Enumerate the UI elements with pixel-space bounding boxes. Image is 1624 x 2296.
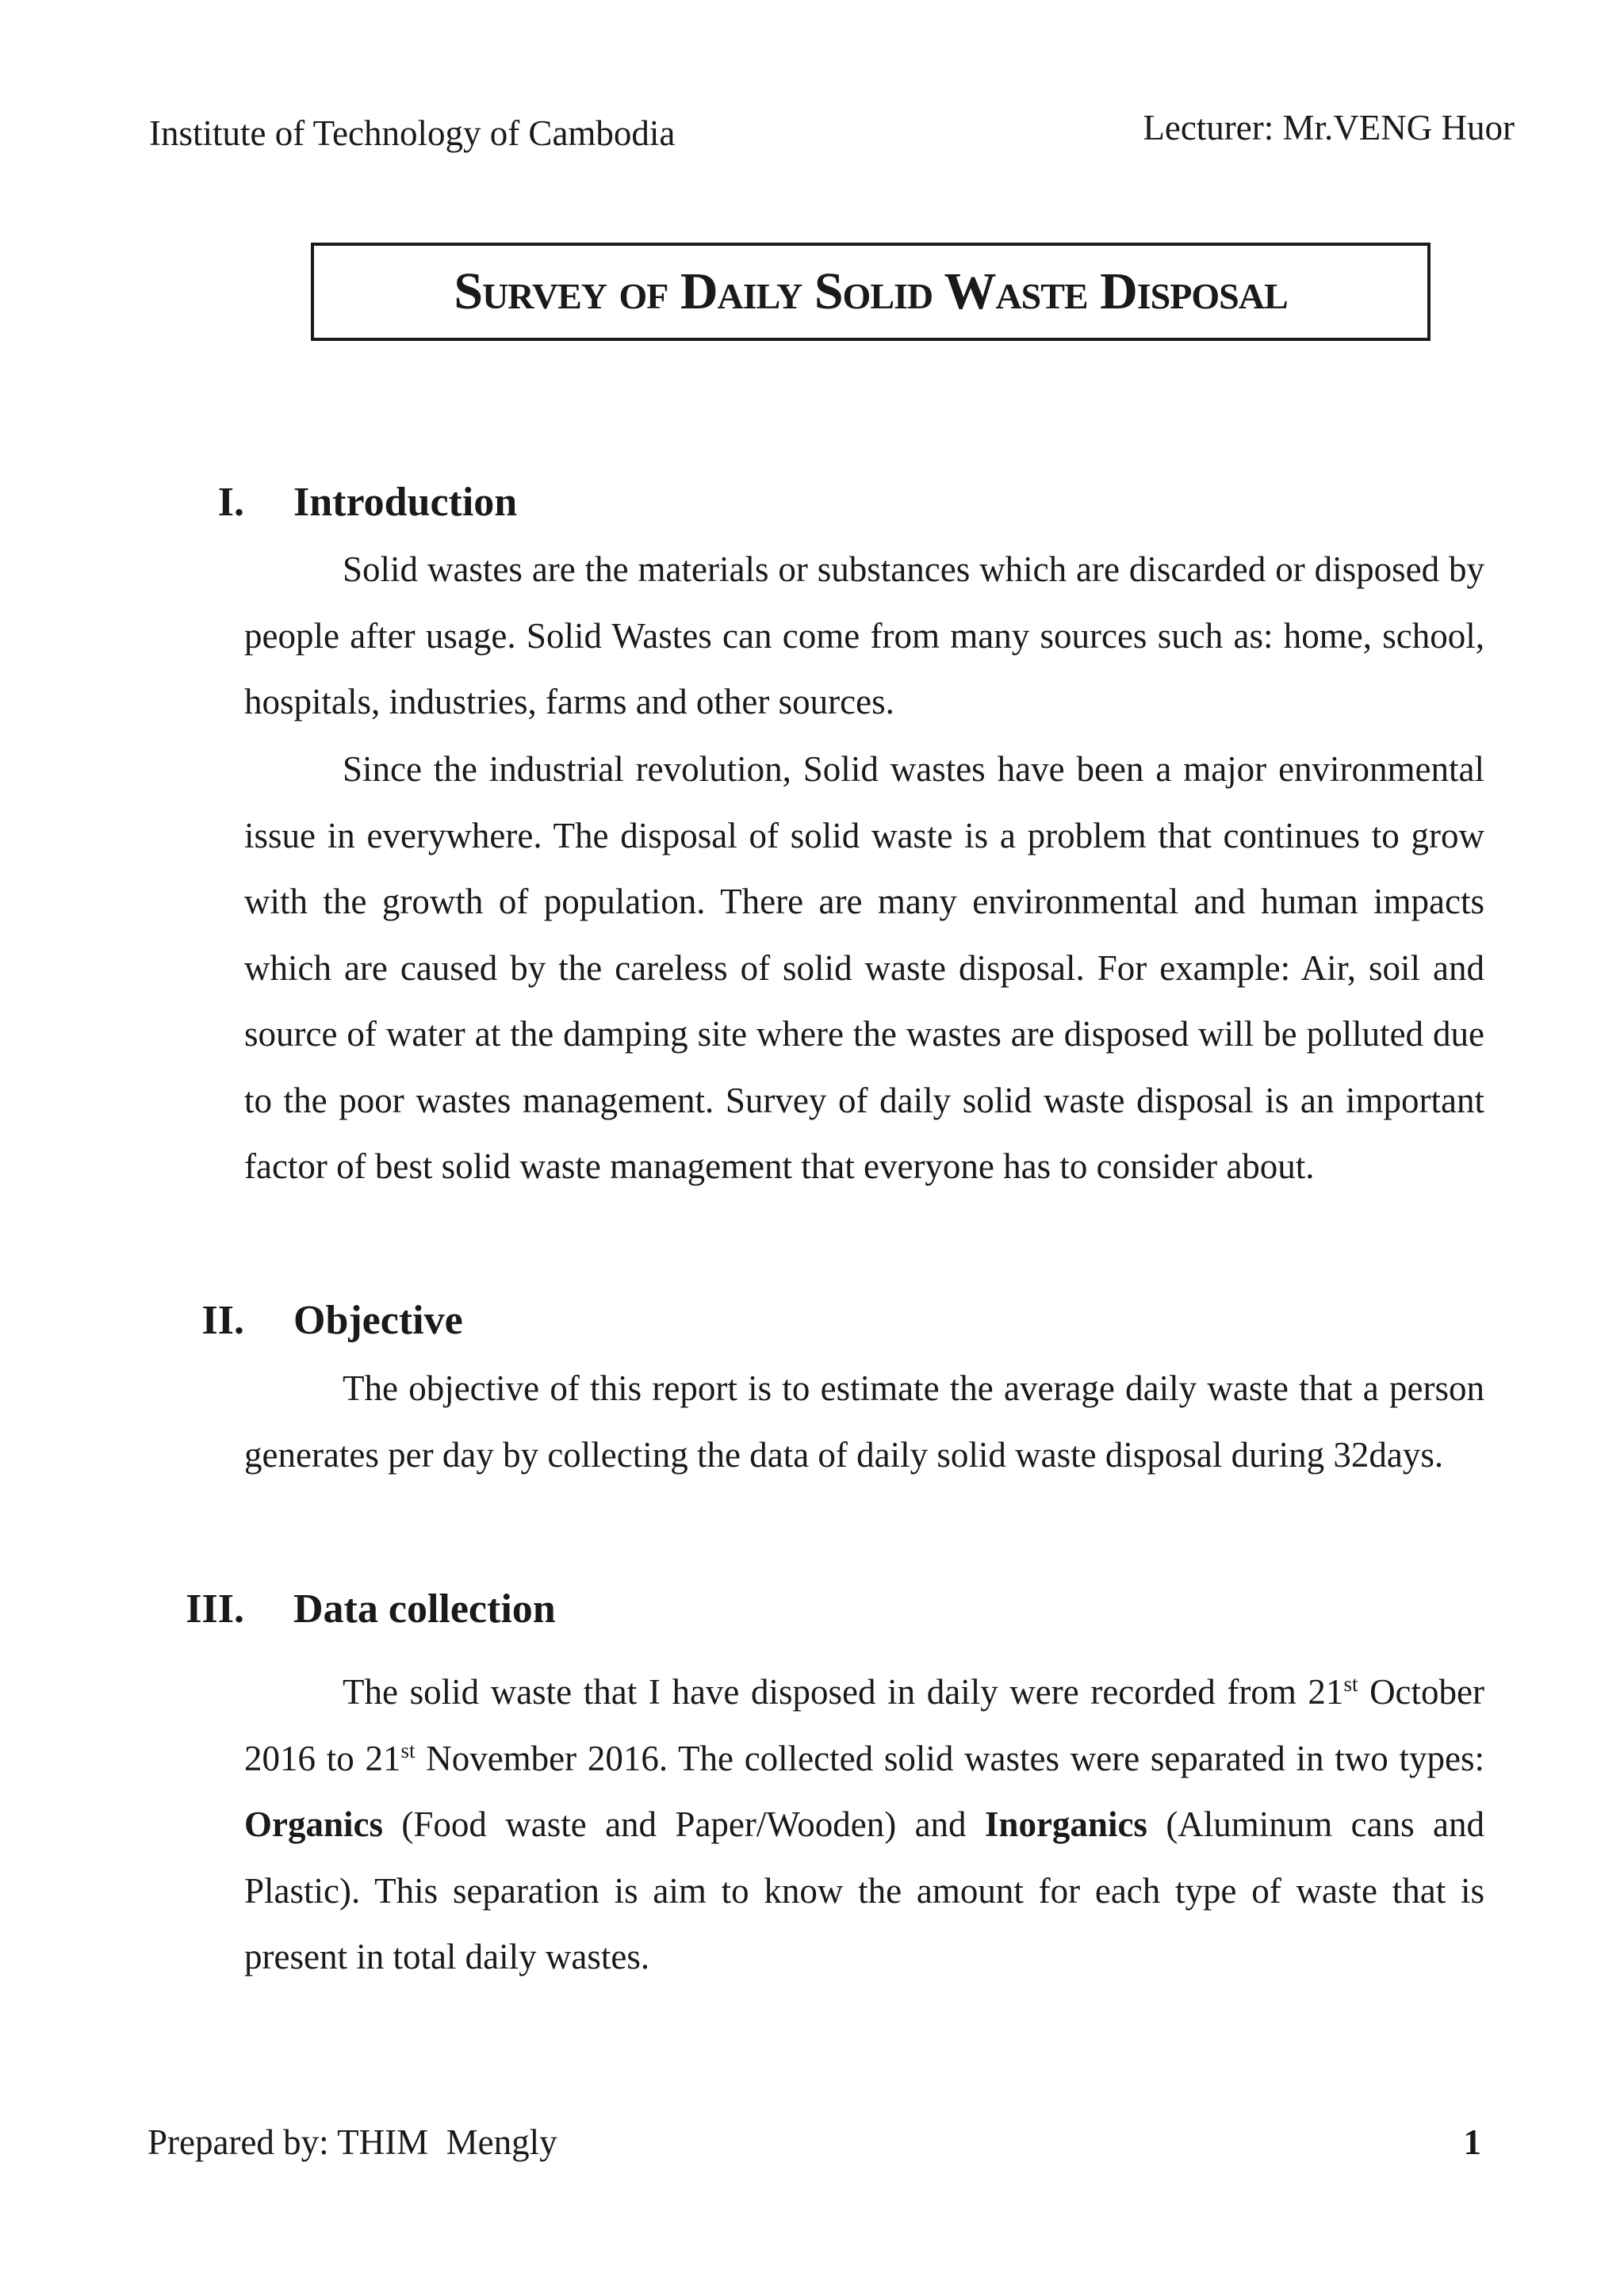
text-run: The solid waste that I have disposed in daily were recorded from 21 <box>343 1672 1344 1712</box>
text-run: October 2016 to 21 <box>244 1672 1484 1778</box>
intro-paragraph-1: Solid wastes are the materials or substances which are discarded or disposed by people after usage. Solid Wastes can come from many sources such as: home, school, hospitals, industries, farms and other sources. <box>244 549 1484 721</box>
text-run: (Food waste and Paper/Wooden) and <box>383 1804 985 1844</box>
section-number: III. <box>186 1586 244 1632</box>
section-title: Data collection <box>293 1586 556 1632</box>
section-number: I. <box>217 480 244 525</box>
objective-paragraph: The objective of this report is to estimate the average daily waste that a person generates per day by collecting the data of daily solid waste disposal during 32days. <box>244 1368 1484 1475</box>
section-title: Objective <box>293 1298 463 1343</box>
section-number: II. <box>201 1298 244 1343</box>
ordinal-suffix: st <box>1343 1672 1358 1696</box>
header-lecturer: Lecturer: Mr.VENG Huor <box>1143 108 1515 147</box>
organics-term: Organics <box>244 1804 383 1844</box>
header-institution: Institute of Technology of Cambodia <box>149 113 676 153</box>
text-run: (Aluminum cans and Plastic). This separation is aim to know the amount for each type of waste that is present in total daily wastes. <box>244 1804 1484 1976</box>
page-number: 1 <box>1463 2122 1481 2162</box>
text-run: November 2016. The collected solid wastes were separated in two types: <box>415 1738 1484 1778</box>
section-heading-objective <box>0 1297 555 1345</box>
data-collection-paragraph <box>244 1659 1484 1991</box>
title-box <box>311 243 1431 341</box>
footer-prepared-by: Prepared by: THIM Mengly <box>147 2122 557 2162</box>
section-title: Introduction <box>293 480 518 525</box>
intro-paragraph-2: Since the industrial revolution, Solid wastes have been a major environmental issue in everywhere. The disposal of solid waste is a problem that continues to grow with the growth of population. There are many environmental and human impacts which are caused by the careless of solid waste disposal. For example: Air, soil and source of water at the damping site where the wastes are disposed will be polluted due to the poor wastes management. Survey of daily solid waste disposal is an important factor of best solid waste management that everyone has to consider about. <box>244 749 1484 1186</box>
document-title: Survey of Daily Solid Waste Disposal <box>454 262 1288 320</box>
ordinal-suffix: st <box>400 1738 416 1762</box>
section-heading-introduction <box>0 479 555 526</box>
section-heading-data-collection <box>0 1586 634 1633</box>
inorganics-term: Inorganics <box>984 1804 1147 1844</box>
